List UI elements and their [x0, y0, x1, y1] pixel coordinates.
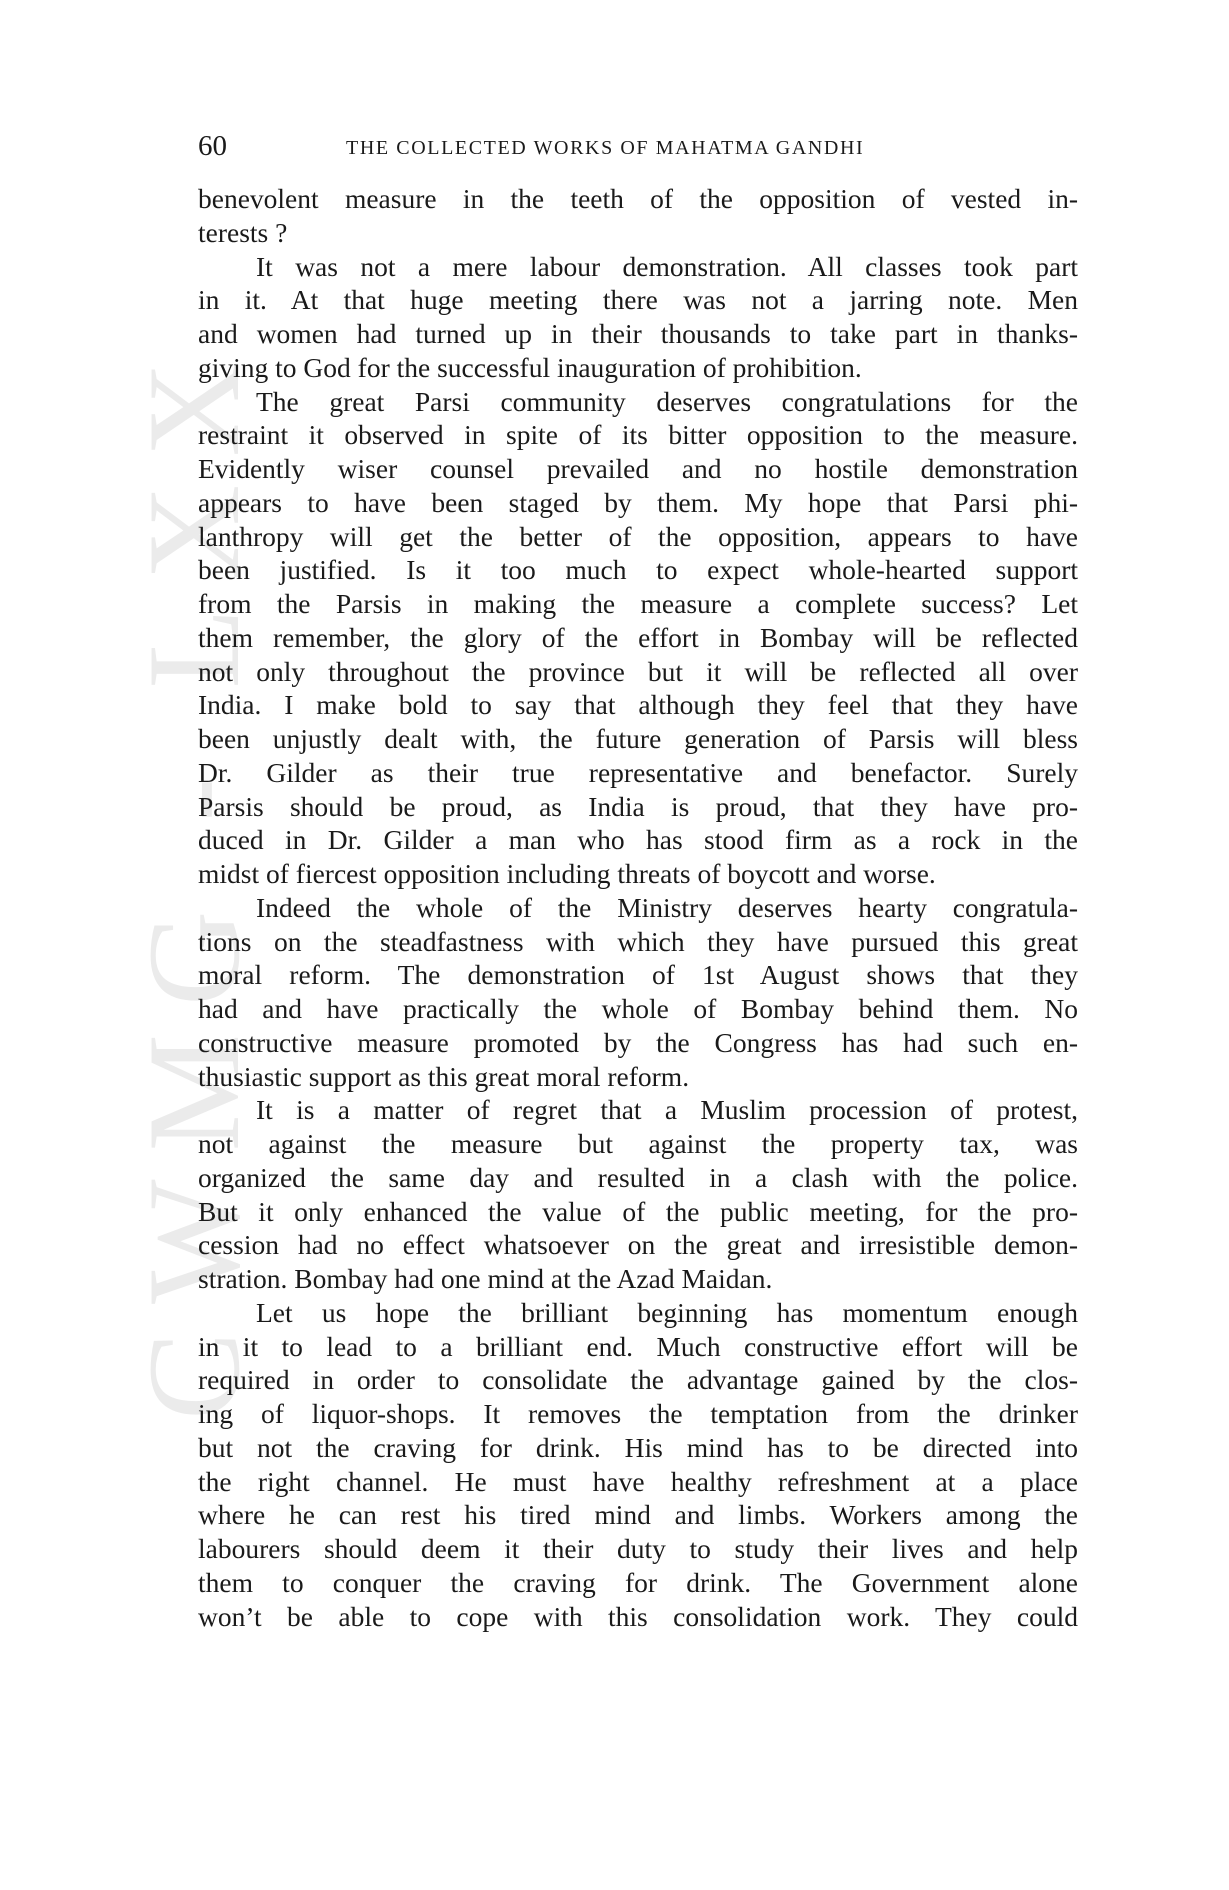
text-line: where he can rest his tired mind and limbs. Workers among the: [198, 1499, 1078, 1531]
text-line: organized the same day and resulted in a clash with the police.: [198, 1161, 1078, 1193]
text-line: appears to have been staged by them. My hope that Parsi phi-: [198, 486, 1078, 518]
text-line: not against the measure but against the property tax, was: [198, 1128, 1078, 1159]
text-line: lanthropy will get the better of the opposition, appears to have: [198, 520, 1078, 552]
text-line: labourers should deem it their duty to study their lives and help: [198, 1533, 1078, 1564]
text-line: been unjustly dealt with, the future generation of Parsis will bless: [198, 723, 1078, 754]
text-line: moral reform. The demonstration of 1st August shows that they: [198, 959, 1078, 991]
text-line: ing of liquor-shops. It removes the temptation from the drinker: [198, 1398, 1078, 1429]
text-line: tions on the steadfastness with which they have pursued this great: [198, 925, 1078, 957]
text-line: not only throughout the province but it will be reflected all over: [198, 655, 1078, 687]
body-text: [198, 182, 1078, 1633]
page-number: 60: [198, 130, 227, 162]
text-line: them to conquer the craving for drink. The Government alone: [198, 1566, 1078, 1598]
watermark: CWMG - LXX: [120, 333, 267, 1420]
text-line: The great Parsi community deserves congratulations for the: [256, 385, 1078, 417]
paragraph: [198, 250, 1078, 385]
text-line: but not the craving for drink. His mind has to be directed into: [198, 1431, 1078, 1463]
text-line: won’t be able to cope with this consolidation work. They could: [198, 1600, 1078, 1632]
paragraph: [198, 182, 1078, 250]
text-line: in it. At that huge meeting there was not a jarring note. Men: [198, 284, 1078, 316]
text-line: India. I make bold to say that although they feel that they have: [198, 689, 1078, 721]
text-line: and women had turned up in their thousands to take part in thanks-: [198, 318, 1078, 349]
paragraph: [198, 1296, 1078, 1634]
paragraph: [198, 891, 1078, 1094]
text-line: required in order to consolidate the advantage gained by the clos-: [198, 1364, 1078, 1396]
text-line: But it only enhanced the value of the public meeting, for the pro-: [198, 1195, 1078, 1227]
text-line: been justified. Is it too much to expect whole-hearted support: [198, 554, 1078, 586]
text-line: Evidently wiser counsel prevailed and no hostile demonstration: [198, 453, 1078, 484]
text-line: in it to lead to a brilliant end. Much constructive effort will be: [198, 1330, 1078, 1362]
text-line: benevolent measure in the teeth of the opposition of vested in-: [198, 183, 1078, 214]
text-line: duced in Dr. Gilder a man who has stood firm as a rock in the: [198, 824, 1078, 856]
text-line: the right channel. He must have healthy refreshment at a place: [198, 1465, 1078, 1497]
text-line: cession had no effect whatsoever on the great and irresistible demon-: [198, 1229, 1078, 1261]
text-line: Dr. Gilder as their true representative and benefactor. Surely: [198, 756, 1078, 788]
paragraph: [198, 385, 1078, 891]
text-line: from the Parsis in making the measure a complete success? Let: [198, 588, 1078, 619]
text-line: them remember, the glory of the effort in Bombay will be reflected: [198, 621, 1078, 653]
text-line: Indeed the whole of the Ministry deserves hearty congratula-: [256, 891, 1078, 923]
text-line: restraint it observed in spite of its bitter opposition to the measure.: [198, 419, 1078, 451]
text-line: It is a matter of regret that a Muslim procession of protest,: [256, 1094, 1078, 1126]
text-line: midst of fiercest opposition including threats of boycott and worse.: [198, 858, 936, 889]
text-line: giving to God for the successful inauguration of prohibition.: [198, 351, 862, 383]
text-line: It was not a mere labour demonstration. All classes took part: [256, 250, 1078, 282]
running-head: [198, 128, 1078, 168]
running-head-title: THE COLLECTED WORKS OF MAHATMA GANDHI: [346, 137, 865, 159]
text-line: Let us hope the brilliant beginning has momentum enough: [256, 1296, 1078, 1328]
text-line: constructive measure promoted by the Congress has had such en-: [198, 1026, 1078, 1058]
text-line: terests ?: [198, 216, 288, 248]
text-line: stration. Bombay had one mind at the Azad Maidan.: [198, 1263, 773, 1294]
text-line: thusiastic support as this great moral reform.: [198, 1060, 690, 1092]
text-line: had and have practically the whole of Bombay behind them. No: [198, 993, 1078, 1024]
text-line: Parsis should be proud, as India is proud, that they have pro-: [198, 790, 1078, 822]
paragraph: [198, 1093, 1078, 1296]
